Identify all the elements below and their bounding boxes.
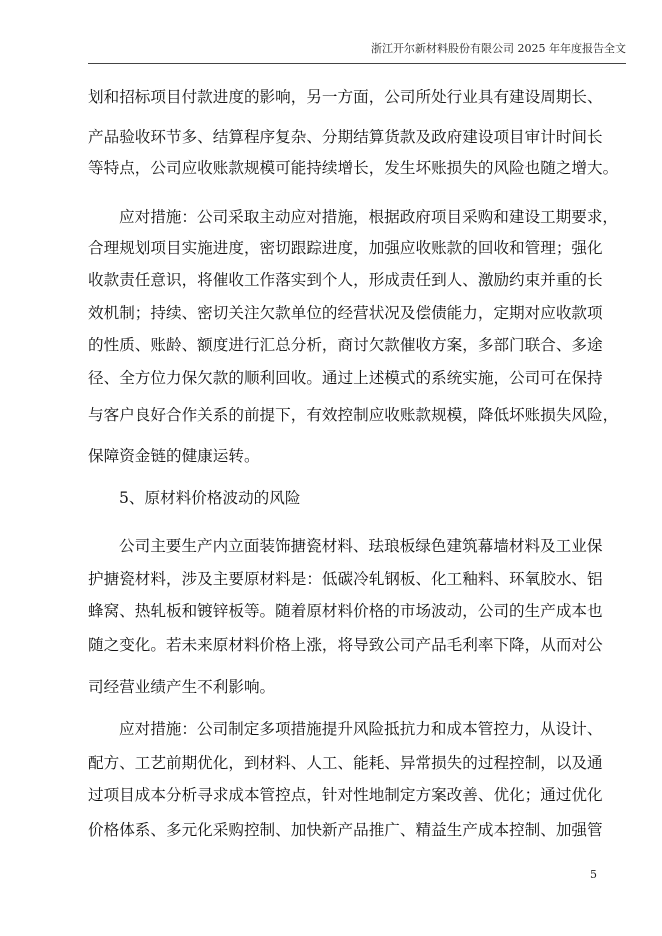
text-line: 合理规划项目实施进度，密切跟踪进度，加强应收账款的回收和管理；强化	[88, 239, 603, 257]
text-line: 收款责任意识，将催收工作落实到个人，形成责任到人、激励约束并重的长	[88, 271, 603, 289]
text-line: 蜂窝、热轧板和镀锌板等。随着原材料价格的市场波动，公司的生产成本也	[88, 602, 603, 620]
section-heading: 5、原材料价格波动的风险	[119, 489, 301, 507]
header-rule	[88, 63, 626, 64]
text-line: 价格体系、多元化采购控制、加快新产品推广、精益生产成本控制、加强管	[88, 821, 603, 839]
text-line: 配方、工艺前期优化，到材料、人工、能耗、异常损失的过程控制，以及通	[88, 754, 603, 772]
text-line: 的性质、账龄、额度进行汇总分析，商讨欠款催收方案，多部门联合、多途	[88, 336, 603, 354]
text-line: 等特点，公司应收账款规模可能持续增长，发生坏账损失的风险也随之增大。	[88, 159, 619, 177]
text-line: 径、全方位力保欠款的顺利回收。通过上述模式的系统实施，公司可在保持	[88, 369, 603, 387]
text-line: 护搪瓷材料，涉及主要原材料是：低碳冷轧钢板、化工釉料、环氧胶水、铝	[88, 570, 603, 588]
text-line: 应对措施：公司制定多项措施提升风险抵抗力和成本管控力，从设计、	[119, 720, 603, 738]
page-header: 浙江开尔新材料股份有限公司 2025 年年度报告全文	[371, 42, 626, 55]
text-line: 与客户良好合作关系的前提下，有效控制应收账款规模，降低坏账损失风险，	[88, 406, 619, 424]
text-line: 划和招标项目付款进度的影响，另一方面，公司所处行业具有建设周期长、	[88, 88, 603, 106]
text-line: 公司主要生产内立面装饰搪瓷材料、珐琅板绿色建筑幕墙材料及工业保	[119, 537, 603, 555]
text-line: 应对措施：公司采取主动应对措施，根据政府项目采购和建设工期要求，	[119, 208, 619, 226]
page-number: 5	[590, 868, 597, 881]
text-line: 司经营业绩产生不利影响。	[88, 678, 276, 696]
text-line: 随之变化。若未来原材料价格上涨，将导致公司产品毛利率下降，从而对公	[88, 636, 603, 654]
text-line: 产品验收环节多、结算程序复杂、分期结算货款及政府建设项目审计时间长	[88, 128, 603, 146]
text-line: 过项目成本分析寻求成本管控点，针对性地制定方案改善、优化；通过优化	[88, 786, 603, 804]
text-line: 效机制；持续、密切关注欠款单位的经营状况及偿债能力，定期对应收款项	[88, 304, 603, 322]
text-line: 保障资金链的健康运转。	[88, 447, 260, 465]
